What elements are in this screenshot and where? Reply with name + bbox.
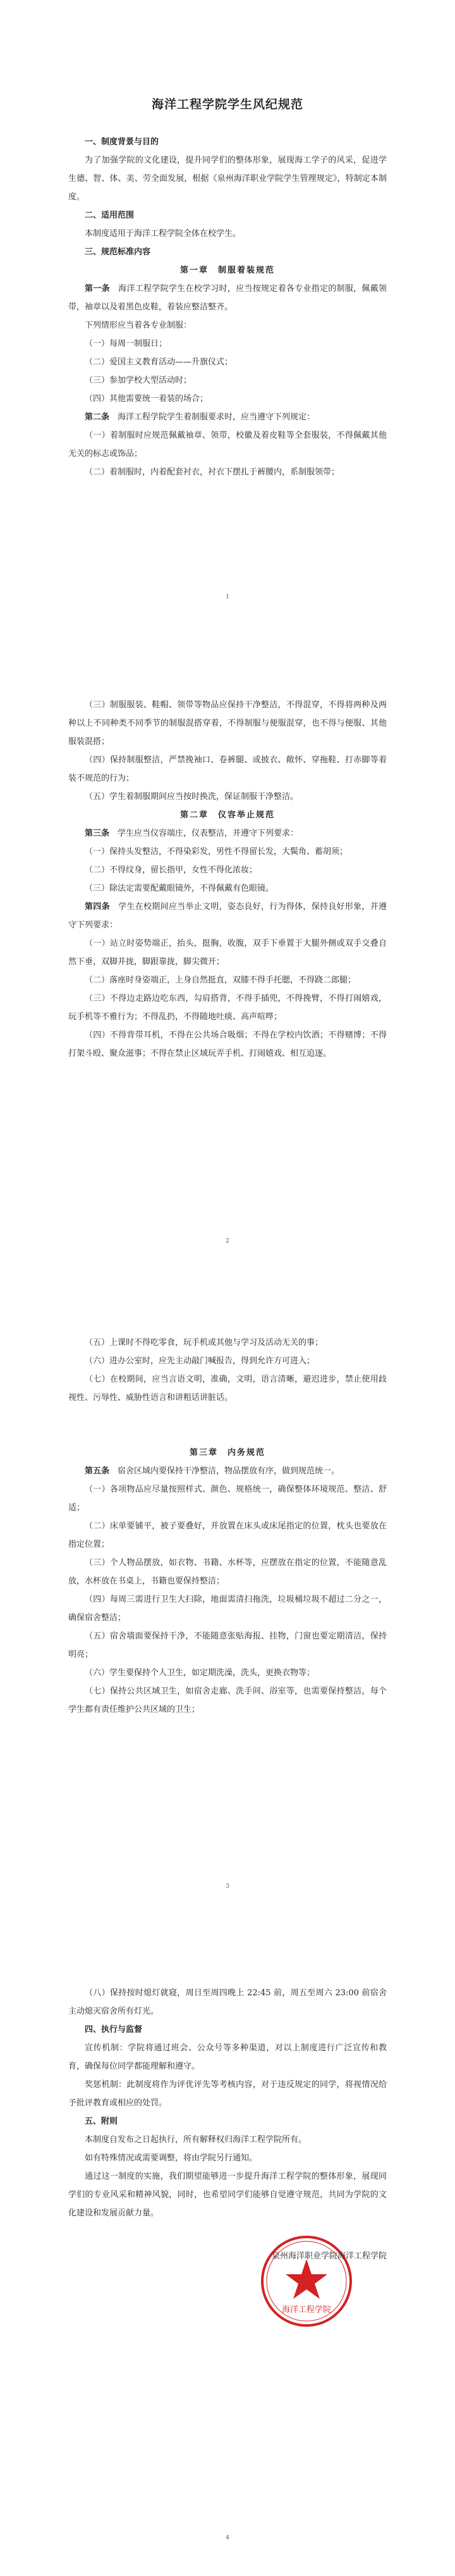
article-text: 学生在校期间应当举止文明，姿态良好，行为得体，保持良好形象，并遵守下列要求：: [68, 902, 387, 930]
body-paragraph: （六）进办公室时，应先主动敲门喊报告，得到允许方可进入；: [85, 1356, 315, 1366]
article-label: 第三条: [85, 829, 110, 838]
body-paragraph: 本制度自发布之日起执行，所有解释权归海洋工程学院所有。: [85, 2135, 307, 2145]
page-4-body: [68, 1984, 387, 2222]
official-seal-icon: [259, 2234, 354, 2329]
body-paragraph: 如有特殊情况或需要调整，将由学院另行通知。: [85, 2153, 258, 2163]
body-paragraph: （四）每周三需进行卫生大扫除，地面需清扫拖洗，垃圾桶垃圾不超过二分之一，确保宿舍整洁；: [68, 1595, 387, 1623]
body-paragraph: （五）上课时不得吃零食，玩手机或其他与学习及活动无关的事；: [85, 1338, 324, 1347]
signature-block: [68, 2245, 387, 2340]
article-paragraph: [68, 1462, 387, 1480]
article-paragraph: [68, 408, 387, 426]
body-paragraph: （一）每周一制服日；: [85, 339, 167, 349]
body-paragraph: （三）个人物品摆放，如衣物、书籍、水杯等，应摆放在指定的位置，不能随意乱放，水杯放在书桌上，书籍也要保持整洁；: [68, 1558, 387, 1586]
school-name: 泉州海洋职业学院海洋工程学院: [271, 2251, 387, 2261]
body-paragraph: （二）爱国主义教育活动——升旗仪式；: [85, 357, 233, 367]
page-3-body: [68, 1334, 387, 1719]
page-number-2: 2: [226, 1238, 229, 1244]
body-paragraph: （二）床单要铺平，被子要叠好，并放置在床头或床尾指定的位置，枕头也要放在指定位置；: [68, 1521, 387, 1549]
body-paragraph: （一）着制服时应规范佩戴袖章、领带，校徽及着皮鞋等全套服装，不得佩戴其他无关的标志或饰品；: [68, 431, 387, 459]
article-label: 第四条: [85, 902, 110, 912]
body-paragraph: 为了加强学院的文化建设，提升同学们的整体形象，展现海工学子的风采，促进学生德、智、体、美、劳全面发展，根据《泉州海洋职业学院学生管理规定》，特制定本制度。: [68, 156, 387, 202]
body-paragraph: （三）参加学校大型活动时；: [85, 376, 192, 385]
section-heading: 二、适用范围: [85, 211, 135, 220]
body-paragraph: （一）保持头发整洁，不得染彩发，男性不得留长发，大鬓角、蓄胡须；: [85, 847, 348, 857]
section-heading: 四、执行与监督: [85, 2025, 143, 2034]
body-paragraph: （七）保持公共区域卫生，如宿舍走廊、洗手间、浴室等，也需要保持整洁，每个学生都有责任维护公共区域的卫生；: [68, 1687, 387, 1714]
article-paragraph: [68, 280, 387, 316]
document-title: 海洋工程学院学生风纪规范: [151, 97, 303, 111]
body-paragraph: （五）宿舍墙面要保持干净，不能随意张贴海报、挂物，门窗也要定期清洁，保持明亮；: [68, 1632, 387, 1659]
svg-text:海洋工程学院: 海洋工程学院: [281, 2305, 332, 2315]
page-number-4: 4: [226, 2535, 229, 2541]
article-text: 宿舍区域内要保持干净整洁，物品摆放有序，做到规范统一。: [118, 1466, 340, 1476]
section-heading: 三、规范标准内容: [85, 247, 151, 257]
body-paragraph: 奖惩机制：此制度将作为评优评先等考核内容，对于违反规定的同学，将视情况给予批评教育或相应的处罚。: [68, 2080, 387, 2108]
body-paragraph: （二）落座时身姿端正，上身自然挺直，双膝不得手托腮，不得跷二郎腿；: [85, 975, 356, 985]
page-2-body: [68, 696, 387, 1063]
page-4: [0, 1984, 455, 2340]
page-number-1: 1: [226, 594, 229, 600]
article-label: 第一条: [85, 284, 110, 294]
article-text: 海洋工程学院学生着制服要求时，应当遵守下列规定：: [118, 412, 315, 422]
body-paragraph: 通过这一制度的实施，我们期望能够进一步提升海洋工程学院的整体形象，展现同学们的专业风采和精神风貌，同时，也希望同学们能够自觉遵守规范，共同为学院的文化建设和发展贡献力量。: [68, 2172, 387, 2218]
body-paragraph: （七）在校期间，应当言语文明，准确，文明，语言清晰，避迟进步，禁止使用歧视性、污辱性、威胁性语言和讲粗话讲脏话。: [68, 1375, 387, 1403]
body-paragraph: （四）其他需要统一着装的场合；: [85, 394, 209, 404]
body-paragraph: （二）不得纹身，留长指甲，女性不得化浓妆；: [85, 865, 258, 875]
body-paragraph: （六）学生要保持个人卫生，如定期洗澡，洗头，更换衣物等；: [85, 1668, 315, 1678]
article-text: 海洋工程学院学生在校学习时，应当按规定着各专业指定的制服，佩戴领带，袖章以及着黑色皮鞋，着装应整洁整齐。: [68, 284, 387, 312]
section-heading: 五、附则: [85, 2117, 118, 2126]
chapter-heading: 第一章 制服着装规范: [179, 266, 275, 275]
section-heading: 一、制度背景与目的: [85, 137, 159, 147]
page-number-3: 3: [226, 1883, 229, 1890]
body-paragraph: （四）不得背带耳机，不得在公共场合吸烟；不得在学校内饮酒；不得赌博；不得打架斗殴、聚众滋事；不得在禁止区域玩弄手机、打闹嬉戏、相互追逐。: [68, 1031, 387, 1058]
body-paragraph: 本制度适用于海洋工程学院全体在校学生。: [85, 229, 241, 238]
body-paragraph: （三）除法定需要配戴眼镜外，不得佩戴有色眼镜。: [85, 884, 274, 893]
spacer: [68, 1407, 387, 1444]
chapter-heading: 第三章 内务规范: [189, 1448, 265, 1458]
body-paragraph: （八）保持按时熄灯就寝，周日至周四晚上 22:45 前，周五至周六 23:00 前宿舍主动熄灭宿舍所有灯光。: [68, 1988, 387, 2016]
body-paragraph: （二）着制服时，内着配套衬衣，衬衣下摆扎于裤腰内，系制服领带；: [85, 468, 340, 477]
page-1: [0, 95, 455, 481]
body-paragraph: 宣传机制：学院将通过班会、公众号等多种渠道，对以上制度进行广泛宣传和教育，确保每位同学都能理解和遵守。: [68, 2043, 387, 2071]
body-paragraph: （四）保持制服整洁，严禁挽袖口、卷裤腿、或披衣、敞怀、穿拖鞋、打赤脚等着装不规范的行为；: [68, 755, 387, 783]
article-label: 第二条: [85, 412, 110, 422]
body-paragraph: （三）不得边走路边吃东西，勾肩搭背，不得手插兜，不得挽臂，不得打闹嬉戏，玩手机等不雅行为；不得乱扔，不得随地吐痰、高声喧哗；: [68, 994, 387, 1022]
article-text: 学生应当仪容端庄，仪表整洁，并遵守下列要求：: [118, 829, 299, 838]
page-1-body: [68, 133, 387, 481]
body-paragraph: （五）学生着制服期间应当按时换洗，保证制服干净整洁。: [85, 792, 299, 802]
body-paragraph: （一）各项物品应尽量按照样式、颜色、规格统一，确保整体环境规范、整洁、舒适；: [68, 1485, 387, 1513]
article-paragraph: [68, 898, 387, 934]
article-label: 第五条: [85, 1466, 110, 1476]
body-paragraph: 下列情形应当着各专业制服：: [85, 321, 192, 330]
chapter-heading: 第二章 仪容举止规范: [179, 810, 275, 820]
article-paragraph: [68, 824, 387, 843]
body-paragraph: （一）站立时姿势端正，抬头，挺胸，收腹，双手下垂置于大腿外侧或双手交叠自然下垂，双脚并拢，脚跟靠拢，脚尖微开；: [68, 939, 387, 967]
body-paragraph: （三）制服服装、鞋帽、领带等物品应保持干净整洁，不得混穿，不得将两种及两种以上不同种类不同季节的制服混搭穿着，不得制服与便服混穿，也不得与便服、其他服装混搭；: [68, 700, 387, 746]
page-3: [0, 1334, 455, 1719]
page-2: [0, 696, 455, 1063]
